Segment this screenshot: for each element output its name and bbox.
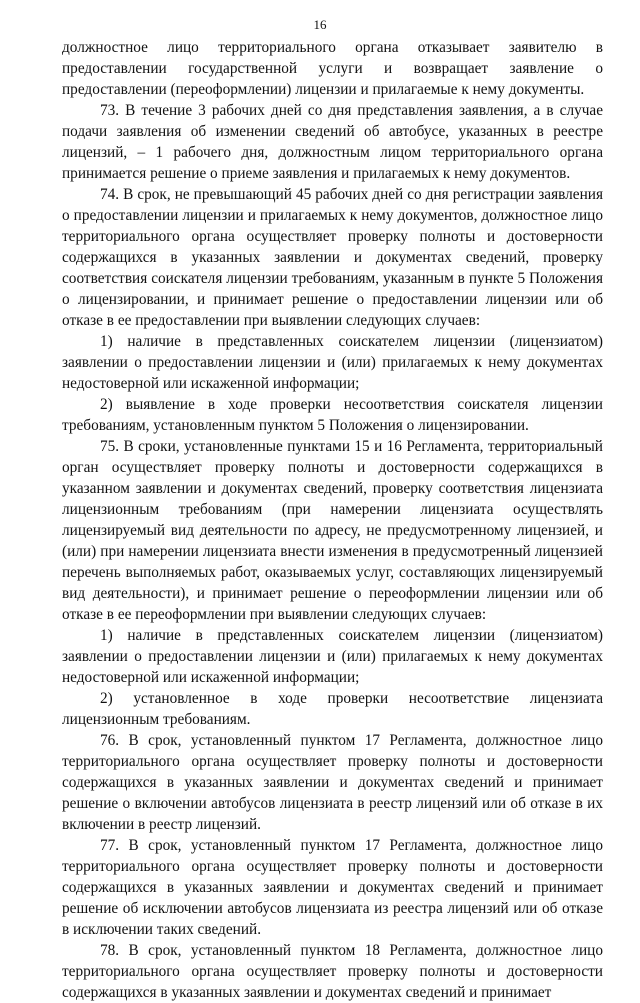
paragraph-75-item-1: 1) наличие в представленных соискателем лицензии (лицензиатом) заявлении о предоставлении лицензии и (или) прилагаемых к нему документах недостоверной или искаженной информации;: [62, 627, 603, 686]
paragraph-76: 76. В срок, установленный пунктом 17 Регламента, должностное лицо территориального органа осуществляет проверку полноты и достоверности содержащихся в указанных заявлении и документах сведений и принимает решение о включении автобусов лицензиата в реестр лицензий или об отказе в их включении в реестр лицензий.: [62, 732, 603, 833]
paragraph-77: 77. В срок, установленный пунктом 17 Регламента, должностное лицо территориального органа осуществляет проверку полноты и достоверности содержащихся в указанных заявлении и документах сведений и принимает решение об исключении автобусов лицензиата из реестра лицензий или об отказе в исключении таких сведений.: [62, 837, 603, 938]
paragraph-75: 75. В сроки, установленные пунктами 15 и 16 Регламента, территориальный орган осуществляет проверку полноты и достоверности содержащихся в указанном заявлении и документах сведений, проверку соответствия лицензиата лицензионным требованиям (при намерении лицензиата осуществлять лицензируемый вид деятельности по адресу, не предусмотренному лицензией, и (или) при намерении лицензиата внести изменения в предусмотренный лицензией перечень выполняемых работ, оказываемых услуг, составляющих лицензируемый вид деятельности), и принимает решение о переоформлении лицензии или об отказе в ее переоформлении при выявлении следующих случаев:: [62, 438, 603, 623]
paragraph-73: 73. В течение 3 рабочих дней со дня представления заявления, а в случае подачи заявления об изменении сведений об автобусе, указанных в реестре лицензий, – 1 рабочего дня, должностным лицом территориального органа принимается решение о приеме заявления и прилагаемых к нему документов.: [62, 102, 603, 182]
paragraph-74-item-2: 2) выявление в ходе проверки несоответствия соискателя лицензии требованиям, установленным пунктом 5 Положения о лицензировании.: [62, 396, 603, 434]
page-number: 16: [313, 17, 327, 32]
paragraph-74-item-1: 1) наличие в представленных соискателем лицензии (лицензиатом) заявлении о предоставлении лицензии и (или) прилагаемых к нему документах недостоверной или искаженной информации;: [62, 333, 603, 392]
paragraph-75-item-2: 2) установленное в ходе проверки несоответствие лицензиата лицензионным требованиям.: [62, 690, 603, 728]
paragraph-78: 78. В срок, установленный пунктом 18 Регламента, должностное лицо территориального органа осуществляет проверку полноты и достоверности содержащихся в указанных заявлении и документах сведений и принимает: [62, 942, 603, 1001]
paragraph-continuation: должностное лицо территориального органа отказывает заявителю в предоставлении государственной услуги и возвращает заявление о предоставлении (переоформлении) лицензии и прилагаемые к нему документы.: [62, 39, 603, 98]
document-body: [62, 37, 603, 1003]
paragraph-74: 74. В срок, не превышающий 45 рабочих дней со дня регистрации заявления о предоставлении лицензии и прилагаемых к нему документов, должностное лицо территориального органа осуществляет проверку полноты и достоверности содержащихся в указанных заявлении и документах сведений, проверку соответствия соискателя лицензии требованиям, указанным в пункте 5 Положения о лицензировании, и принимает решение о предоставлении лицензии или об отказе в ее предоставлении при выявлении следующих случаев:: [62, 186, 603, 329]
